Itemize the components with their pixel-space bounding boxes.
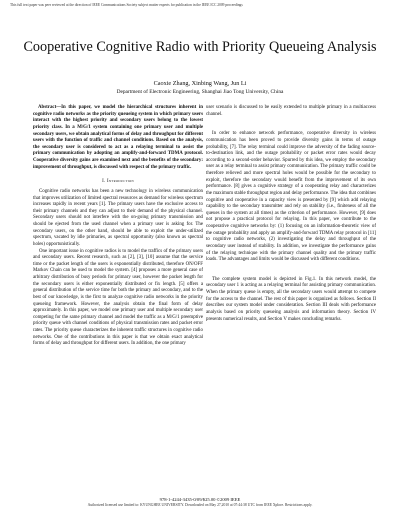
peer-review-note: This full text paper was peer reviewed at the direction of IEEE Communications Society subject matter experts for publication in the IEEE ICC 2009 proceedings — [10, 3, 243, 7]
abstract: Abstract—In this paper, we model the hierarchical structures inherent in cognitive radio networks as the priority queueing system in which primary users interact with the highest priority and secondary users belong to the lowest priority class. In a M/G/1 system containing one primary user and multiple secondary users, we obtain analytical forms of delay and throughput for different users with the function of traffic and channel conditions. Based on the analysis, the secondary user is considered to act as a relaying terminal to assist the primary communication by adopting an amplify-and-forward TDMA protocol. Cooperative diversity gains are examined next and the benefits of the secondary: improvement of throughput, is discussed with respect of the primary traffic. — [33, 105, 203, 170]
paragraph-gap — [206, 118, 376, 131]
author-list: Caoxie Zhang, Xinbing Wang, Jun Li — [153, 80, 247, 87]
organization-paragraph: The complete system model is depicted in Fig.1. In this network model, the secondary user 1 is acting as a relaying terminal for assisting primary communication. When the primary queue is empty, all the secondary users would attempt to compete for the access to the channel. The rest of this paper is organized as follows. Section II describes our system model under consideration. Section III deals with performance analysis based on priority queueing analysis and information theory. Section IV presents numerical results, and Section V makes concluding remarks. — [206, 276, 376, 322]
right-column — [206, 105, 376, 323]
affiliation: Department of Electronic Engineering, Shanghai Jiao Tong University, China — [116, 89, 284, 95]
section-heading-introduction: I. Introduction — [102, 179, 134, 185]
paper-title: Cooperative Cognitive Radio with Priority Queueing Analysis — [23, 39, 377, 55]
footer-license: Authorized licensed use limited to: KYUNGHEE UNIVERSITY. Downloaded on May 27,2010 at 07:44:38 UTC from IEEE Xplore. Restrictions apply. — [87, 502, 313, 507]
footer-isbn: 978-1-4244-3435-0/09/$25.00 ©2009 IEEE — [159, 497, 241, 502]
paragraph-gap — [206, 264, 376, 277]
intro-paragraph: One important issue in cognitive radios is to model the traffics of the primary users and secondary users. Recent research, such as [2], [3], [10] assume that the service time or the packet length of the users is exponentially distributed, therefore ON/OFF Markov Chain can be used to model the system. [4] proposes a more general case of arbitrary distribution of busy periods for primary user, however the packet length for the secondary users is either exponentially distributed or fix length. [5] offers a general distribution of the service time for both the primary and secondary, and to the best of our knowledge, is the first to analyze cognitive radio networks in the priority queueing framework. However, the analysis obtain the final form of delay approximately. In this paper, we model one primary user and multiple secondary user competing for the same primary channel and model the traffic as a M/G/1 preemptive priority queue with channel conditions of physical transmission rates and packet error rates. The priority queue characterizes the inherent traffic structures in cognitive radio networks. One of the contributions in this paper is that we obtain exact analytical forms of delay and throughput for different users. In addition, the one primary — [33, 248, 203, 347]
left-column — [33, 105, 203, 348]
intro-paragraph: Cognitive radio networks has been a new technology in wireless communication that improves utilization of limited spectral resources as demand for wireless spectrum increases rapidly in recent years [1]. The primary users have the exclusive access to their primary channels and they can adjust to their demand of the physical channel. Secondary users should not interfere with the on-going primary transmission and should be ejected from the used channel when a primary user is asking for. The secondary users, on the other hand, should be able to exploit the under-utilized spectrum, vacated by idle primaries, as spectral opportunity (also known as spectral holes) opportunistically. — [33, 188, 203, 247]
page-footer — [0, 497, 400, 508]
continued-paragraph: user scenario is discussed to be easily extended to multiple primary in a multiaccess channel. — [206, 105, 376, 117]
cooperative-paragraph: In order to enhance network performance, cooperative diversity in wireless communication has been proved to provide diversity gains in terms of outage probability, [7]. The relay terminal could improve the adversity of the fading source-to-destination link, and the outage probability or packet error rates would decay according to a second-order behavior. Spurred by this idea, we employ the secondary user as a relay terminal to assist primary communication. The primary traffic could be therefore relieved and more spectral holes would be possible for the secondary to exploit, therefore the secondary would benefit from the improvement of its own performance. [8] gives a cognitive strategy of a cooperating relay and characterizes the maximum stable throughput region and delay performance. The idea that combines cognitive and cooperative in a capacity view is presented by [9] which add relaying capability to the secondary transmitter and rely on stability (i.e., finiteness of all the queues in the system at all times) as the criterion of performance. However, [9] does not propose a practical protocol for relaying. In this paper, we contribute to the cooperative cognitive networks by: (1) focusing on an information-theoretic view of the outage probability and apply an amplify-and-forward TDMA relay protocol in [11] to cognitive radio networks, (2) investigating the delay and throughput of the secondary user instead of stability. In addition, we investigate the performance gains of the relaying technique with the primary channel quality and the primary traffic loads. The advantages and limits would be discussed with different conditions. — [206, 131, 376, 263]
